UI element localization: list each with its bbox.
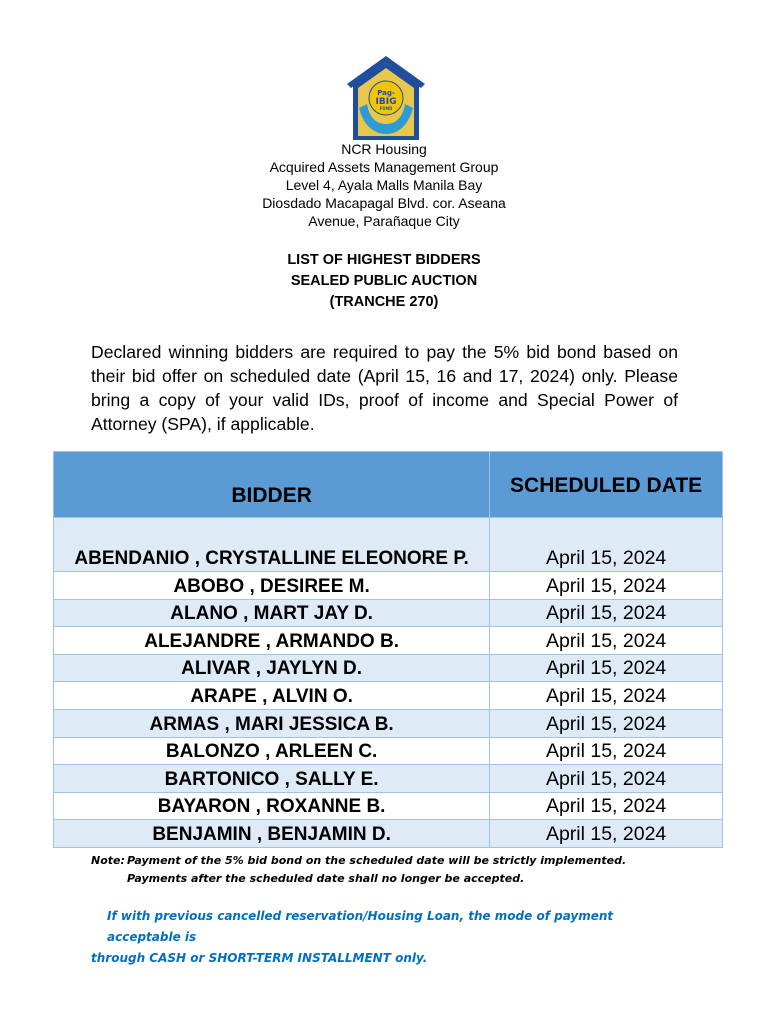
pag-ibig-logo xyxy=(345,54,427,142)
warning-line: If with previous cancelled reservation/Housing Loan, the mode of payment acceptable is xyxy=(107,909,614,944)
scheduled-date: April 15, 2024 xyxy=(490,518,723,572)
bidder-name: BAYARON , ROXANNE B. xyxy=(54,792,490,820)
svg-text:FUND: FUND xyxy=(379,106,393,111)
table-row xyxy=(54,737,723,765)
address-line: NCR Housing xyxy=(341,141,427,157)
scheduled-date: April 15, 2024 xyxy=(490,765,723,793)
table-header-row xyxy=(54,452,723,518)
scheduled-date: April 15, 2024 xyxy=(490,572,723,600)
bidder-name: BENJAMIN , BENJAMIN D. xyxy=(54,820,490,848)
table-row xyxy=(54,627,723,655)
table-row xyxy=(54,765,723,793)
date-column-header: SCHEDULED DATE xyxy=(490,452,723,518)
table-row xyxy=(54,654,723,682)
svg-text:IBIG: IBIG xyxy=(375,97,397,107)
title-line: LIST OF HIGHEST BIDDERS xyxy=(287,252,481,268)
document-title xyxy=(0,250,768,313)
house-hands-logo-icon xyxy=(345,54,427,142)
scheduled-date: April 15, 2024 xyxy=(490,682,723,710)
address-line: Acquired Assets Management Group xyxy=(269,159,499,175)
bidder-name: ALANO , MART JAY D. xyxy=(54,599,490,627)
table-row xyxy=(54,709,723,737)
title-line: (TRANCHE 270) xyxy=(329,294,439,310)
bidder-name: ABOBO , DESIREE M. xyxy=(54,572,490,600)
table-body xyxy=(54,518,723,848)
intro-paragraph: Declared winning bidders are required to pay the 5% bid bond based on their bid offer on scheduled date (April 15, 16 and 17, 2024) only. Please bring a copy of your valid IDs, proof of income and Special Power of Attorney (SPA), if applicable. xyxy=(91,342,678,434)
scheduled-date: April 15, 2024 xyxy=(490,709,723,737)
payment-mode-warning xyxy=(91,906,691,969)
bidder-name: ALEJANDRE , ARMANDO B. xyxy=(54,627,490,655)
scheduled-date: April 15, 2024 xyxy=(490,792,723,820)
bidder-name: ABENDANIO , CRYSTALLINE ELEONORE P. xyxy=(54,518,490,572)
note-line: Payment of the 5% bid bond on the scheduled date will be strictly implemented. xyxy=(127,854,627,867)
note-label: Note: xyxy=(91,854,125,867)
table-row xyxy=(54,518,723,572)
scheduled-date: April 15, 2024 xyxy=(490,820,723,848)
scheduled-date: April 15, 2024 xyxy=(490,599,723,627)
address-line: Diosdado Macapagal Blvd. cor. Aseana xyxy=(262,195,506,211)
note-line: Payments after the scheduled date shall no longer be accepted. xyxy=(127,872,525,885)
scheduled-date: April 15, 2024 xyxy=(490,654,723,682)
table-row xyxy=(54,820,723,848)
table-row xyxy=(54,572,723,600)
table-row xyxy=(54,599,723,627)
bidder-name: BARTONICO , SALLY E. xyxy=(54,765,490,793)
title-line: SEALED PUBLIC AUCTION xyxy=(290,273,478,289)
scheduled-date: April 15, 2024 xyxy=(490,627,723,655)
address-block xyxy=(0,140,768,230)
bidder-column-header: BIDDER xyxy=(54,452,490,518)
bidder-name: ARMAS , MARI JESSICA B. xyxy=(54,709,490,737)
bidder-name: ARAPE , ALVIN O. xyxy=(54,682,490,710)
address-line: Avenue, Parañaque City xyxy=(308,213,460,229)
scheduled-date: April 15, 2024 xyxy=(490,737,723,765)
payment-note xyxy=(91,852,626,888)
table-row xyxy=(54,792,723,820)
table-row xyxy=(54,682,723,710)
bidders-table xyxy=(53,451,723,848)
warning-line: through CASH or SHORT-TERM INSTALLMENT only. xyxy=(91,951,428,965)
bidder-name: BALONZO , ARLEEN C. xyxy=(54,737,490,765)
svg-text:Pag-: Pag- xyxy=(377,89,395,97)
bidder-name: ALIVAR , JAYLYN D. xyxy=(54,654,490,682)
address-line: Level 4, Ayala Malls Manila Bay xyxy=(285,177,483,193)
